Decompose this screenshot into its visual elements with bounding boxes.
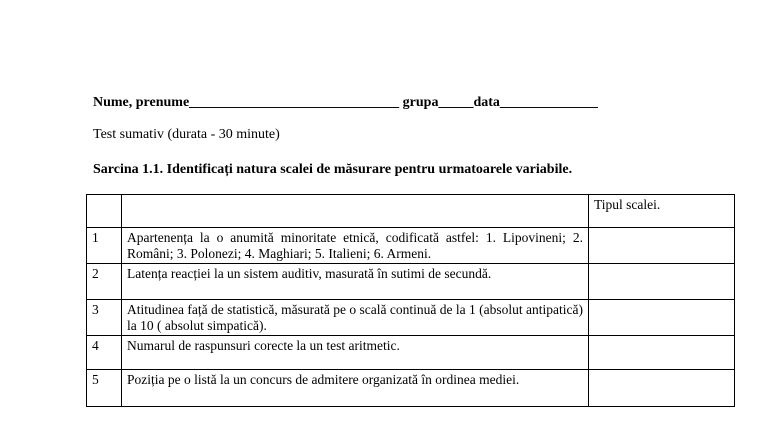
variables-table xyxy=(86,194,735,407)
row-number: 3 xyxy=(87,300,122,336)
table-header-row xyxy=(87,195,735,228)
row-number: 2 xyxy=(87,264,122,300)
row-description: Atitudinea față de statistică, măsurată pe o scală continuă de la 1 (absolut antipatică) la 10 ( absolut simpatică). xyxy=(122,300,589,336)
row-scale-type-cell xyxy=(589,228,735,264)
row-description: Latența reacției la un sistem auditiv, masurată în sutimi de secundă. xyxy=(122,264,589,300)
row-description: Apartenența la o anumită minoritate etnică, codificată astfel: 1. Lipovineni; 2. Români; 3. Polonezi; 4. Maghiari; 5. Italieni; 6. Armeni. xyxy=(122,228,589,264)
row-scale-type-cell xyxy=(589,336,735,370)
row-description: Numarul de raspunsuri corecte la un test aritmetic. xyxy=(122,336,589,370)
table-row xyxy=(87,370,735,407)
student-info-line: Nume, prenume______________________________ grupa_____data______________ xyxy=(93,95,598,110)
row-description: Poziția pe o listă la un concurs de admitere organizată în ordinea mediei. xyxy=(122,370,589,407)
test-subtitle: Test sumativ (durata - 30 minute) xyxy=(93,127,280,142)
table-row xyxy=(87,228,735,264)
table-row xyxy=(87,300,735,336)
row-number: 5 xyxy=(87,370,122,407)
table-row xyxy=(87,336,735,370)
row-scale-type-cell xyxy=(589,370,735,407)
row-scale-type-cell xyxy=(589,300,735,336)
task-heading: Sarcina 1.1. Identificați natura scalei de măsurare pentru urmatoarele variabile. xyxy=(93,162,573,177)
header-desc-cell xyxy=(122,195,589,228)
row-number: 4 xyxy=(87,336,122,370)
header-num-cell xyxy=(87,195,122,228)
header-type-cell: Tipul scalei. xyxy=(589,195,735,228)
row-scale-type-cell xyxy=(589,264,735,300)
table-row xyxy=(87,264,735,300)
row-number: 1 xyxy=(87,228,122,264)
